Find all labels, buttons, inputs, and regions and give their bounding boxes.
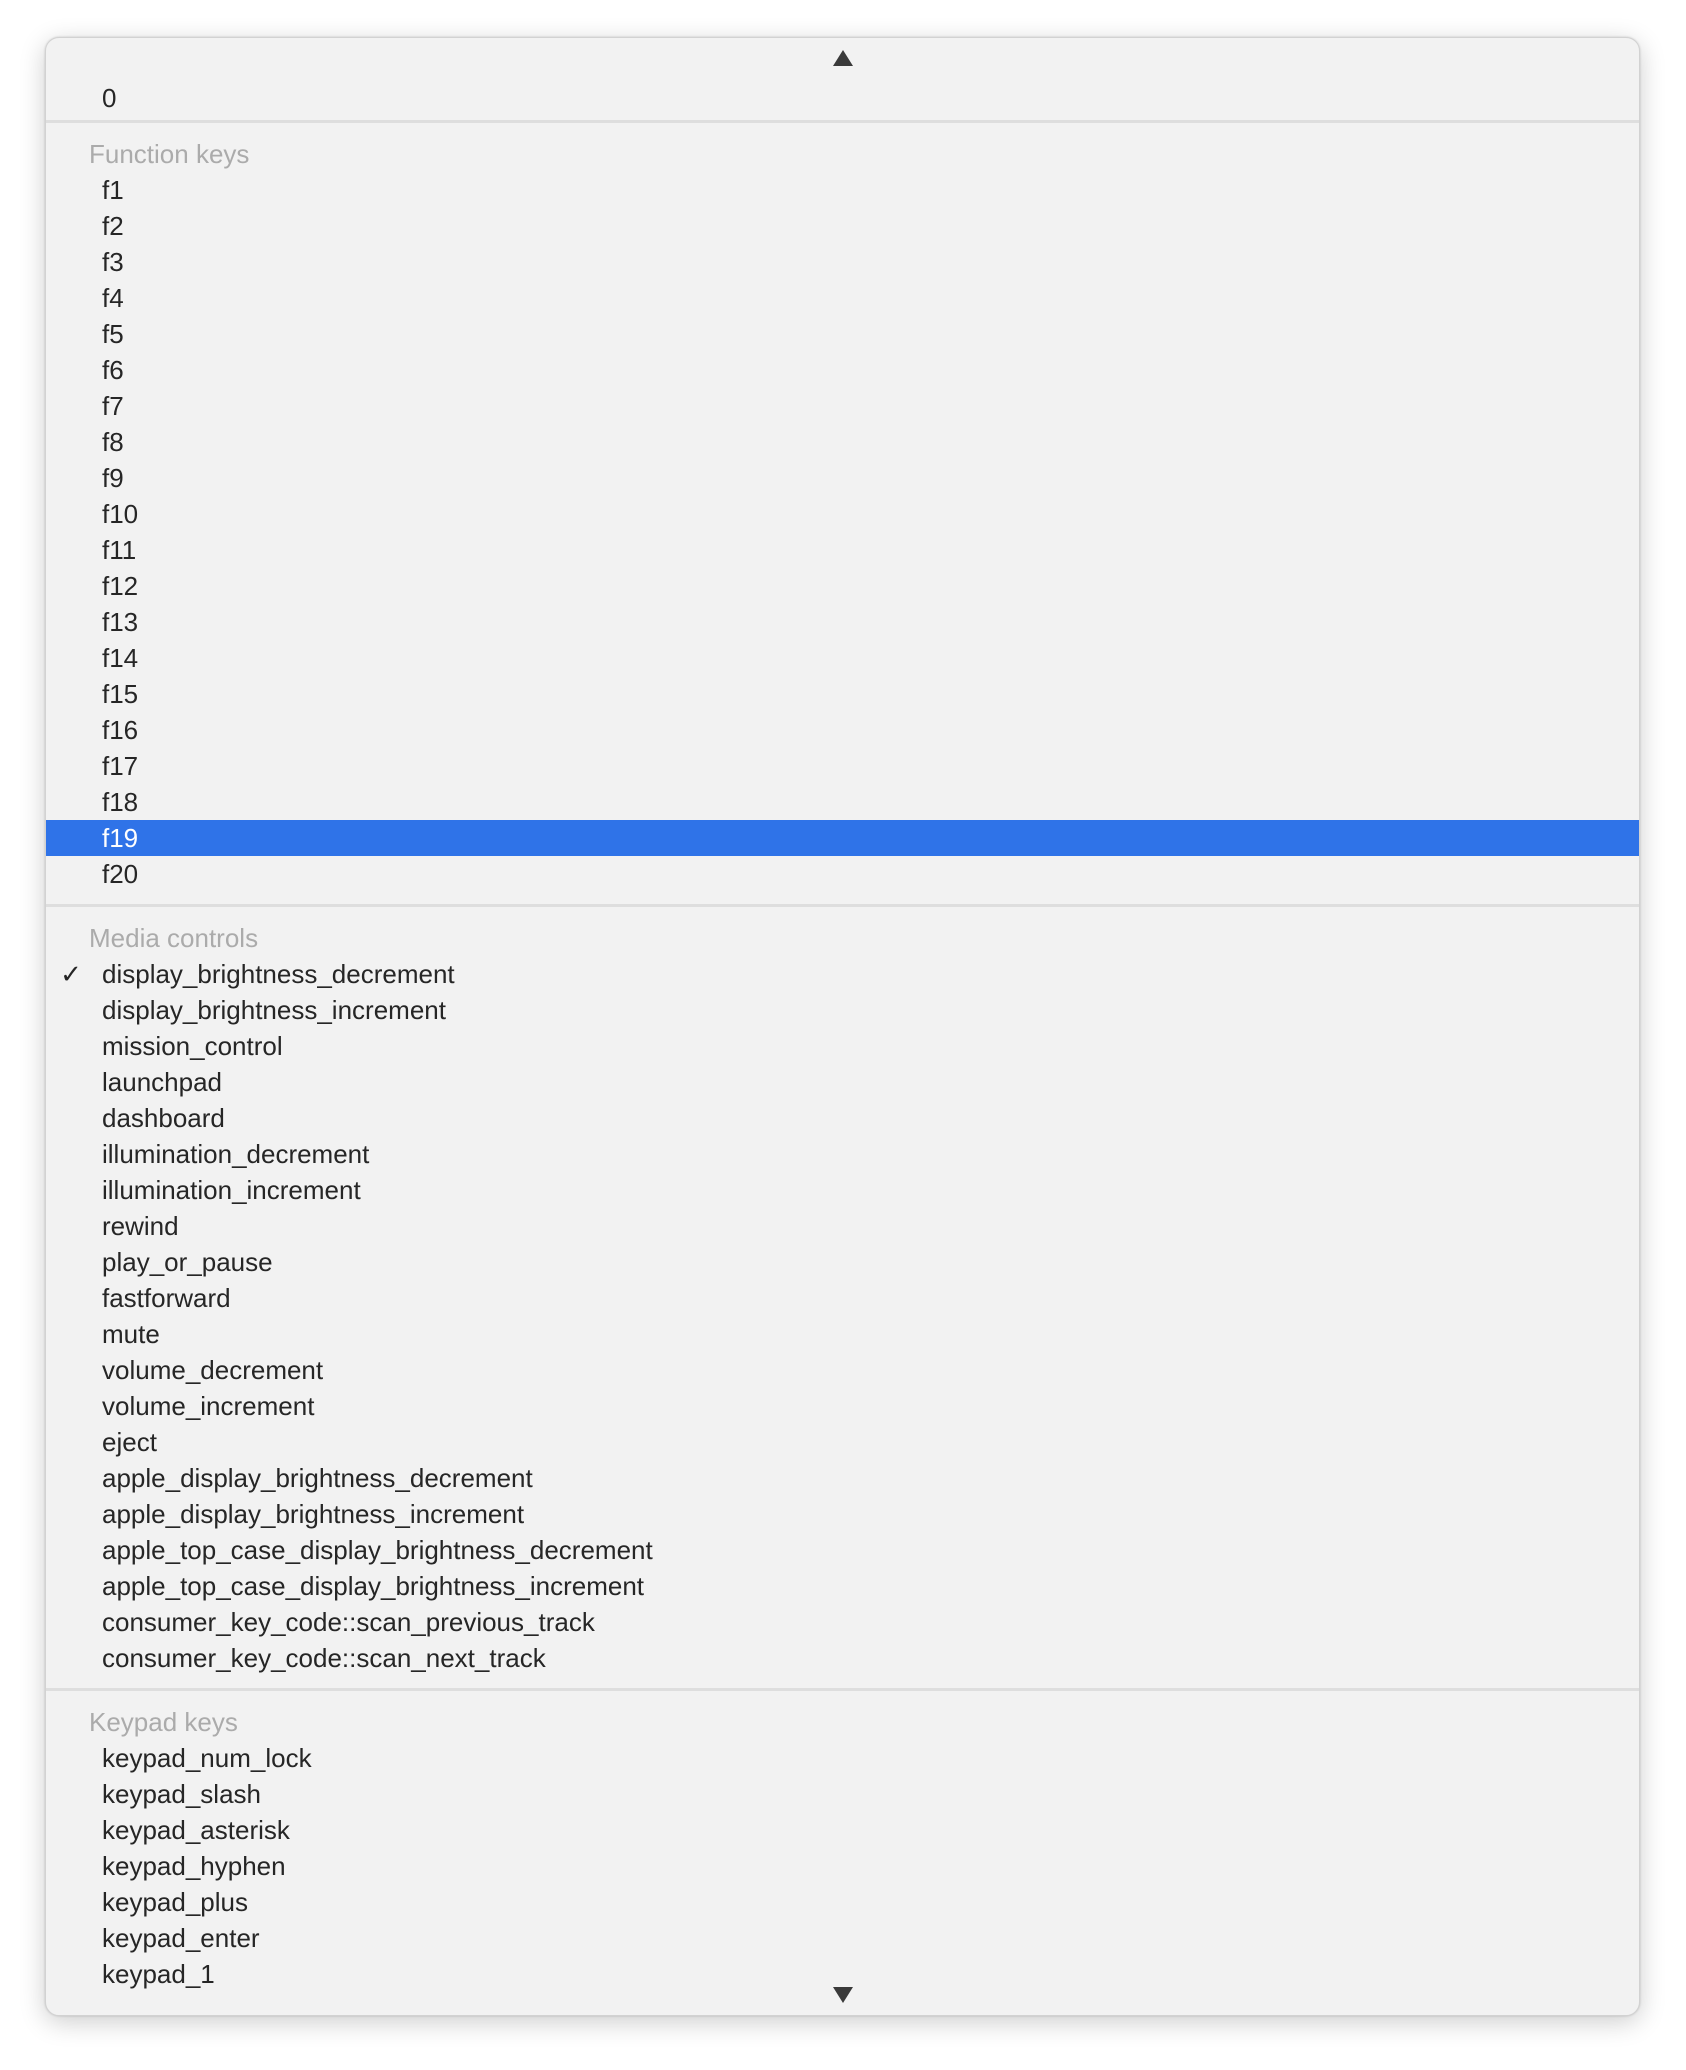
menu-item-label: f15 (102, 679, 139, 709)
menu-item-label: display_brightness_decrement (102, 959, 455, 989)
menu-item-label: f20 (102, 859, 139, 889)
menu-item[interactable] (46, 460, 1639, 496)
menu-item[interactable] (46, 1812, 1639, 1848)
scroll-down-arrow-icon[interactable] (46, 1975, 1639, 2015)
menu-item[interactable] (46, 208, 1639, 244)
menu-item-label: mission_control (102, 1031, 283, 1061)
menu-item-label: f13 (102, 607, 139, 637)
menu-item-label: f4 (102, 283, 124, 313)
menu-item[interactable] (46, 1280, 1639, 1316)
menu-item[interactable] (46, 1172, 1639, 1208)
menu-item[interactable] (46, 1460, 1639, 1496)
menu-item[interactable] (46, 676, 1639, 712)
menu-item[interactable] (46, 784, 1639, 820)
menu-item-label: keypad_num_lock (102, 1743, 312, 1773)
popup-menu[interactable] (45, 37, 1640, 2016)
menu-item[interactable] (46, 1532, 1639, 1568)
menu-item[interactable] (46, 244, 1639, 280)
menu-item[interactable] (46, 1884, 1639, 1920)
menu-item[interactable] (46, 1244, 1639, 1280)
menu-item-label: eject (102, 1427, 157, 1457)
menu-item-label: keypad_plus (102, 1887, 248, 1917)
menu-item-label: volume_increment (102, 1391, 315, 1421)
menu-item-highlighted[interactable] (46, 820, 1639, 856)
menu-item[interactable] (46, 1064, 1639, 1100)
menu-item-label: apple_top_case_display_brightness_decrement (102, 1535, 653, 1565)
menu-content (46, 83, 1639, 1992)
menu-item-label: f7 (102, 391, 124, 421)
menu-item-label: volume_decrement (102, 1355, 324, 1385)
menu-item-label: f11 (102, 535, 137, 565)
menu-item[interactable] (46, 388, 1639, 424)
menu-item-label: dashboard (102, 1103, 225, 1133)
menu-item[interactable] (46, 280, 1639, 316)
menu-item[interactable] (46, 1776, 1639, 1812)
menu-item-label: keypad_hyphen (102, 1851, 286, 1881)
menu-group-header: Media controls (89, 923, 259, 953)
menu-item[interactable] (46, 1496, 1639, 1532)
menu-item-label: launchpad (102, 1067, 222, 1097)
menu-item-label: mute (102, 1319, 160, 1349)
menu-item[interactable] (46, 748, 1639, 784)
menu-item-label: f19 (102, 823, 139, 853)
menu-item[interactable] (46, 992, 1639, 1028)
menu-item-label: f18 (102, 787, 139, 817)
menu-item-label: fastforward (102, 1283, 231, 1313)
menu-item[interactable] (46, 1848, 1639, 1884)
menu-item[interactable] (46, 1100, 1639, 1136)
menu-item[interactable] (46, 856, 1639, 892)
menu-item[interactable] (46, 1424, 1639, 1460)
menu-separator (46, 904, 1639, 907)
menu-item[interactable] (46, 956, 1639, 992)
menu-item[interactable] (46, 568, 1639, 604)
menu-item-label: f2 (102, 211, 124, 241)
menu-item[interactable] (46, 712, 1639, 748)
menu-item-label: f17 (102, 751, 139, 781)
scroll-down-triangle (833, 1987, 853, 2003)
menu-item[interactable] (46, 352, 1639, 388)
menu-item-label: keypad_enter (102, 1923, 260, 1953)
menu-item[interactable] (46, 532, 1639, 568)
menu-item[interactable] (46, 1388, 1639, 1424)
scroll-up-triangle (833, 50, 853, 66)
menu-item-label: consumer_key_code::scan_next_track (102, 1643, 546, 1673)
menu-item[interactable] (46, 1136, 1639, 1172)
menu-item-label: f16 (102, 715, 139, 745)
menu-item[interactable] (46, 1352, 1639, 1388)
menu-item-label: keypad_1 (102, 1959, 215, 1989)
menu-item[interactable] (46, 1740, 1639, 1776)
menu-item[interactable] (46, 1028, 1639, 1064)
menu-item-label: f12 (102, 571, 139, 601)
menu-item[interactable] (46, 172, 1639, 208)
menu-item[interactable] (46, 496, 1639, 532)
menu-item-label: f5 (102, 319, 124, 349)
menu-item-label: f1 (102, 175, 124, 205)
menu-item[interactable] (46, 316, 1639, 352)
menu-item[interactable] (46, 1920, 1639, 1956)
menu-item-label: consumer_key_code::scan_previous_track (102, 1607, 595, 1637)
menu-item[interactable] (46, 640, 1639, 676)
menu-item-label: illumination_decrement (102, 1139, 370, 1169)
menu-item-label: keypad_slash (102, 1779, 261, 1809)
menu-item-label: f10 (102, 499, 139, 529)
menu-item-label: f6 (102, 355, 124, 385)
menu-item-label: f14 (102, 643, 139, 673)
menu-item-partial[interactable] (46, 78, 1639, 108)
menu-separator (46, 1688, 1639, 1691)
menu-item-label: apple_display_brightness_decrement (102, 1463, 533, 1493)
menu-item-label: apple_display_brightness_increment (102, 1499, 525, 1529)
menu-item[interactable] (46, 604, 1639, 640)
menu-item[interactable] (46, 1316, 1639, 1352)
scroll-up-arrow-icon[interactable] (46, 38, 1639, 78)
checkmark-icon: ✓ (60, 959, 82, 989)
menu-item-label: f8 (102, 427, 124, 457)
menu-item-label: rewind (102, 1211, 179, 1241)
menu-item-label: play_or_pause (102, 1247, 273, 1277)
menu-item-label: apple_top_case_display_brightness_increment (102, 1571, 645, 1601)
menu-separator (46, 120, 1639, 123)
menu-item-label: 0 (102, 83, 117, 108)
menu-item-label: f9 (102, 463, 124, 493)
menu-item[interactable] (46, 424, 1639, 460)
menu-item[interactable] (46, 1208, 1639, 1244)
menu-item-label: f3 (102, 247, 124, 277)
menu-item-label: illumination_increment (102, 1175, 361, 1205)
menu-item[interactable] (46, 1640, 1639, 1676)
menu-group-header: Keypad keys (89, 1707, 238, 1737)
menu-group-header: Function keys (89, 139, 250, 169)
menu-item[interactable] (46, 1604, 1639, 1640)
menu-item-label: display_brightness_increment (102, 995, 446, 1025)
menu-item[interactable] (46, 1568, 1639, 1604)
menu-item-label: keypad_asterisk (102, 1815, 290, 1845)
